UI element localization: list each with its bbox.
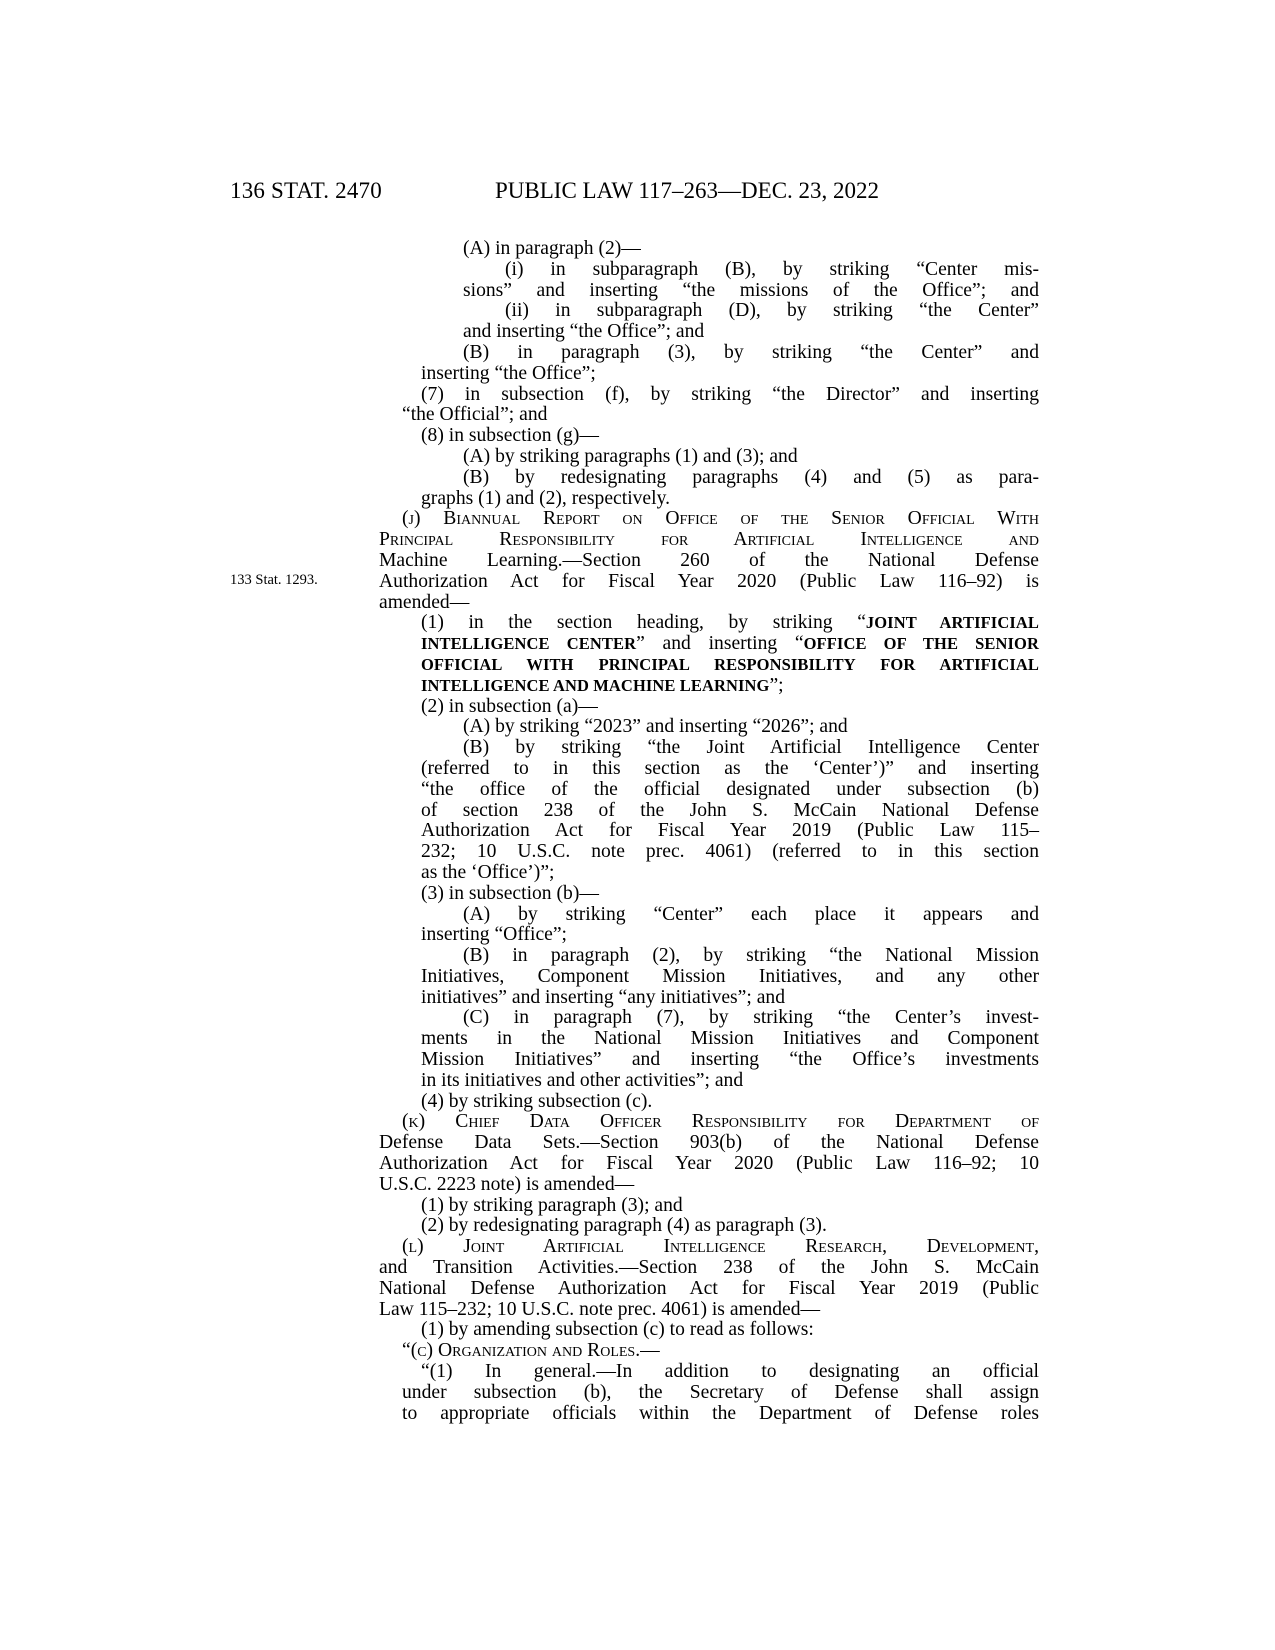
text-line: Law 115–232; 10 U.S.C. note prec. 4061) is amended— [379,1298,821,1320]
text-line: as the ‘Office’)”; [421,861,555,883]
text-line: Authorization Act for Fiscal Year 2020 (Public Law 116–92; 10 [379,1153,1039,1175]
text-line: (A) by striking “2023” and inserting “2026”; and [463,716,848,738]
text-line: (1) by amending subsection (c) to read as follows: [421,1319,814,1341]
text-line [379,634,1039,655]
text-line: (8) in subsection (g)— [421,425,599,447]
text-line: and Transition Activities.—Section 238 of the John S. McCain [379,1257,1039,1279]
text-line: 232; 10 U.S.C. note prec. 4061) (referred to in this section [421,841,1039,863]
text-line: National Defense Authorization Act for Fiscal Year 2019 (Public [379,1277,1039,1299]
text-line: (A) by striking paragraphs (1) and (3); and [463,445,798,467]
text-span: ” and inserting “ [636,633,804,655]
text-line: under subsection (b), the Secretary of Defense shall assign [402,1381,1039,1403]
text-line: amended— [379,591,470,613]
document-body [379,239,1039,1424]
text-line: (2) in subsection (a)— [421,695,598,717]
bold-heading-text: OFFICIAL WITH PRINCIPAL RESPONSIBILITY FOR ARTIFICIAL [421,654,1039,674]
text-line: inserting “the Office”; [421,362,596,384]
section-heading-l: (l) Joint Artificial Intelligence Research, Development, [402,1236,1039,1258]
text-line: initiatives” and inserting “any initiatives”; and [421,986,786,1008]
text-line [379,676,1039,697]
bold-heading-text: JOINT ARTIFICIAL [865,613,1039,633]
text-line: (B) by redesignating paragraphs (4) and (5) as para- [463,466,1039,488]
text-line: graphs (1) and (2), respectively. [421,487,670,509]
text-line: (B) by striking “the Joint Artificial Intelligence Center [463,737,1039,759]
text-line: of section 238 of the John S. McCain National Defense [421,799,1039,821]
text-line: Mission Initiatives” and inserting “the Office’s investments [421,1049,1039,1071]
text-span: (1) in the section heading, by striking “ [421,612,866,634]
bold-heading-text: OFFICE OF THE SENIOR [803,634,1040,654]
text-line: (C) in paragraph (7), by striking “the Center’s invest- [463,1007,1039,1029]
text-line: (7) in subsection (f), by striking “the Director” and inserting [421,383,1039,405]
text-line: “the Official”; and [402,404,548,426]
text-line: in its initiatives and other activities”; and [421,1069,744,1091]
text-line: Authorization Act for Fiscal Year 2020 (Public Law 116–92) is [379,570,1039,592]
section-heading-k: (k) Chief Data Officer Responsibility for Department of [402,1111,1039,1133]
text-line: Initiatives, Component Mission Initiatives, and any other [421,965,1039,987]
text-line: sions” and inserting “the missions of the Office”; and [463,279,1039,301]
text-line: to appropriate officials within the Department of Defense roles [402,1402,1039,1424]
section-heading-j: Principal Responsibility for Artificial Intelligence and [379,529,1039,551]
text-line: “(1) In general.—In addition to designating an official [421,1361,1039,1383]
text-line: inserting “Office”; [421,924,567,946]
text-line: (i) in subparagraph (B), by striking “Center mis- [505,258,1039,280]
text-line: ments in the National Mission Initiatives and Component [421,1028,1039,1050]
subsection-heading: “(c) Organization and Roles.— [402,1340,660,1362]
text-line: (B) in paragraph (3), by striking “the Center” and [463,341,1039,363]
text-line: (1) by striking paragraph (3); and [421,1194,683,1216]
text-line: (4) by striking subsection (c). [421,1090,653,1112]
text-line: (A) in paragraph (2)— [463,238,641,259]
text-line: U.S.C. 2223 note) is amended— [379,1173,635,1195]
text-span: ”; [769,674,784,696]
text-line: (ii) in subparagraph (D), by striking “the Center” [505,300,1039,322]
bold-heading-text: INTELLIGENCE CENTER [421,634,637,654]
text-line: “the office of the official designated under subsection (b) [421,778,1039,800]
section-heading-j: (j) Biannual Report on Office of the Senior Official With [402,508,1039,530]
bold-heading-text: INTELLIGENCE AND MACHINE LEARNING [421,675,770,695]
margin-citation: 133 Stat. 1293. [230,572,318,588]
text-line: Authorization Act for Fiscal Year 2019 (Public Law 115– [421,820,1039,842]
text-line: (referred to in this section as the ‘Center’)” and inserting [421,757,1039,779]
text-line [379,613,1039,634]
text-line: (3) in subsection (b)— [421,882,599,904]
text-line: (B) in paragraph (2), by striking “the National Mission [463,945,1039,967]
text-line: (A) by striking “Center” each place it appears and [463,903,1039,925]
text-line: Defense Data Sets.—Section 903(b) of the National Defense [379,1132,1039,1154]
page-number: 136 STAT. 2470 [230,178,382,203]
text-line: (2) by redesignating paragraph (4) as paragraph (3). [421,1215,827,1237]
page-title: PUBLIC LAW 117–263—DEC. 23, 2022 [495,178,880,203]
text-line: and inserting “the Office”; and [463,321,705,343]
text-line: Machine Learning.—Section 260 of the National Defense [379,549,1039,571]
